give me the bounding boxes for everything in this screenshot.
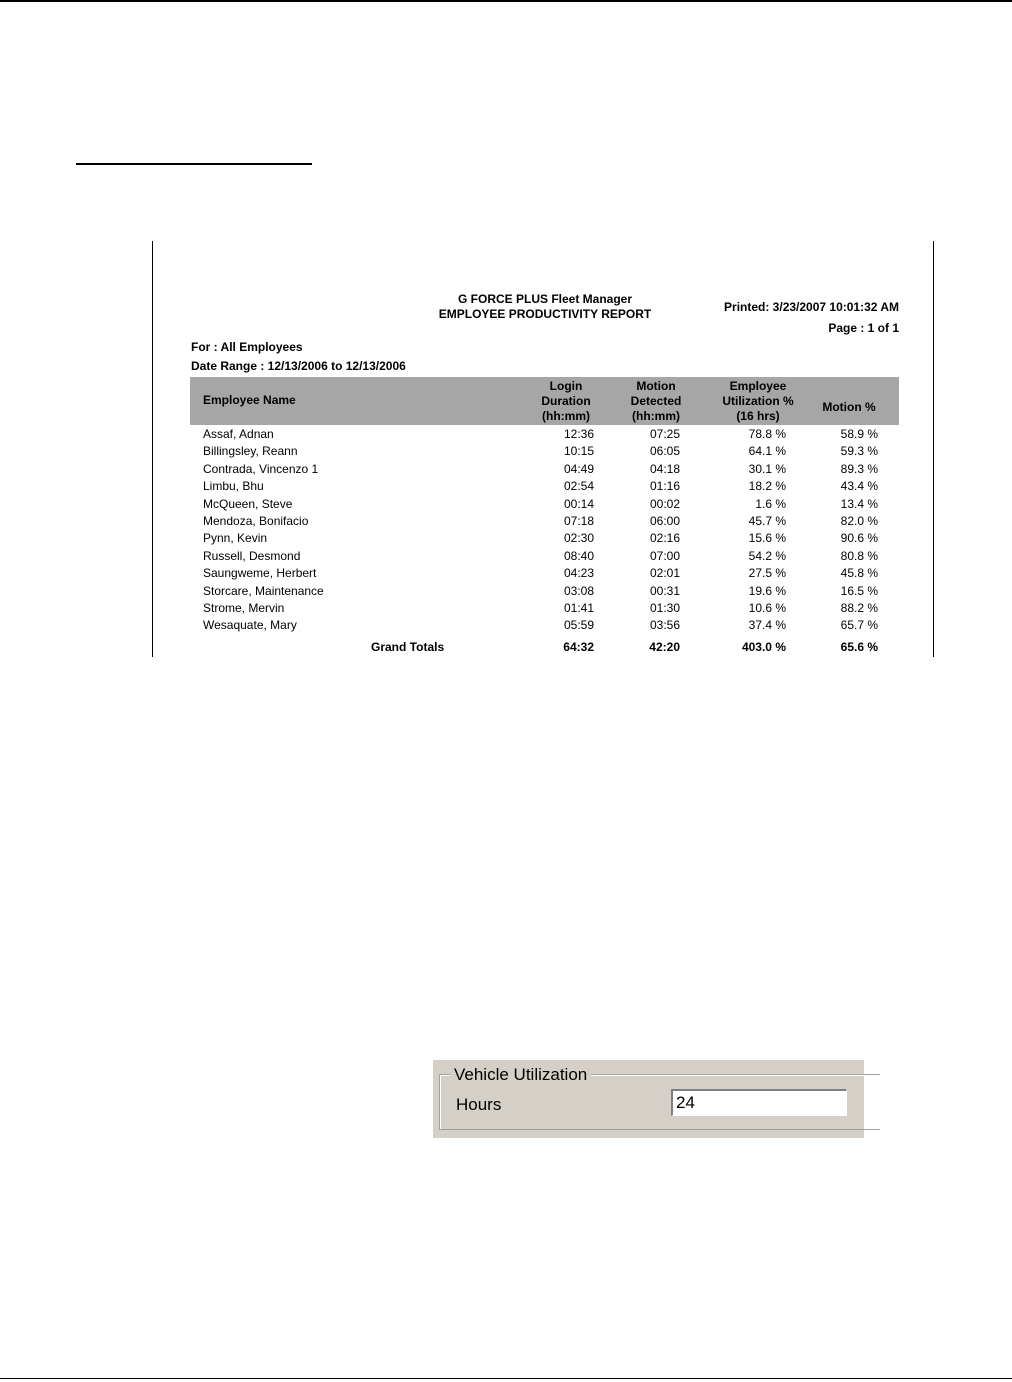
cell-login-duration: 04:49 (563, 461, 594, 476)
cell-motion-percent: 45.8 % (840, 566, 878, 581)
cell-utilization: 45.7 % (748, 513, 786, 528)
heading-underline (76, 163, 312, 165)
cell-motion-percent: 88.2 % (840, 600, 878, 615)
cell-login-duration: 07:18 (563, 513, 594, 528)
header-login-duration (528, 379, 604, 424)
header-employee-utilization (708, 379, 808, 424)
vehicle-utilization-panel (433, 1060, 864, 1138)
report-frame-left (152, 241, 153, 657)
cell-motion-detected: 03:56 (649, 618, 680, 633)
table-row (190, 477, 899, 494)
table-row (190, 529, 899, 546)
report-frame-right (933, 241, 934, 657)
table-header (190, 377, 899, 425)
cell-employee-name: Contrada, Vincenzo 1 (203, 461, 319, 476)
totals-login: 64:32 (563, 640, 594, 654)
cell-employee-name: Storcare, Maintenance (203, 583, 324, 598)
table-row (190, 425, 899, 442)
table-row (190, 616, 899, 633)
vehicle-utilization-legend: Vehicle Utilization (450, 1065, 591, 1085)
totals-label: Grand Totals (371, 640, 445, 654)
report-title-line2: EMPLOYEE PRODUCTIVITY REPORT (438, 307, 652, 321)
cell-login-duration: 12:36 (563, 427, 594, 441)
cell-login-duration: 01:41 (563, 600, 594, 615)
cell-utilization: 30.1 % (748, 461, 786, 476)
report-title-line1: G FORCE PLUS Fleet Manager (457, 292, 633, 306)
cell-motion-detected: 04:18 (649, 461, 680, 476)
cell-login-duration: 05:59 (563, 618, 594, 633)
table-row (190, 512, 899, 529)
cell-motion-detected: 06:05 (649, 444, 680, 459)
cell-motion-detected: 07:25 (649, 427, 680, 441)
totals-motion: 42:20 (649, 640, 680, 654)
cell-employee-name: McQueen, Steve (203, 496, 293, 511)
cell-motion-percent: 90.6 % (840, 531, 878, 546)
header-login-line1: Login (549, 379, 583, 393)
cell-motion-percent: 58.9 % (840, 427, 878, 441)
cell-motion-detected: 01:30 (649, 600, 680, 615)
cell-motion-percent: 43.4 % (840, 479, 878, 494)
cell-login-duration: 00:14 (563, 496, 594, 511)
table-row (190, 460, 899, 477)
cell-utilization: 15.6 % (748, 531, 786, 546)
cell-employee-name: Limbu, Bhu (203, 479, 264, 494)
header-motion-line2: Detected (630, 394, 682, 408)
table-row (190, 442, 899, 459)
cell-login-duration: 02:30 (563, 531, 594, 546)
totals-utilization: 403.0 % (741, 640, 786, 654)
header-util-line1: Employee (729, 379, 787, 393)
cell-motion-detected: 00:02 (649, 496, 680, 511)
cell-employee-name: Pynn, Kevin (203, 531, 268, 546)
cell-login-duration: 10:15 (563, 444, 594, 459)
cell-login-duration: 04:23 (563, 566, 594, 581)
cell-motion-detected: 06:00 (649, 513, 680, 528)
header-employee-name: Employee Name (203, 393, 296, 407)
report-title (400, 292, 690, 322)
cell-motion-detected: 02:16 (649, 531, 680, 546)
cell-motion-percent: 65.7 % (840, 618, 878, 633)
cell-motion-percent: 13.4 % (840, 496, 878, 511)
cell-utilization: 27.5 % (748, 566, 786, 581)
cell-login-duration: 08:40 (563, 548, 594, 563)
header-util-line2: Utilization % (722, 394, 794, 408)
header-login-line2: Duration (541, 394, 591, 408)
cell-motion-detected: 07:00 (649, 548, 680, 563)
cell-utilization: 18.2 % (748, 479, 786, 494)
bottom-rule (0, 1378, 1012, 1379)
cell-employee-name: Russell, Desmond (203, 548, 301, 563)
cell-utilization: 19.6 % (748, 583, 786, 598)
header-motion-line3: (hh:mm) (632, 409, 680, 423)
printed-timestamp: Printed: 3/23/2007 10:01:32 AM (724, 300, 899, 314)
cell-utilization: 54.2 % (748, 548, 786, 563)
header-motion-line1: Motion (636, 379, 676, 393)
cell-employee-name: Strome, Mervin (203, 600, 285, 615)
cell-motion-percent: 89.3 % (840, 461, 878, 476)
table-row (190, 495, 899, 512)
cell-utilization: 1.6 % (755, 496, 786, 511)
cell-employee-name: Saungweme, Herbert (203, 566, 317, 581)
cell-utilization: 78.8 % (748, 427, 786, 441)
table-row (190, 582, 899, 599)
header-motion-detected (618, 379, 694, 424)
header-motion-percent: Motion % (822, 400, 876, 414)
cell-motion-detected: 02:01 (649, 566, 680, 581)
table-row (190, 564, 899, 581)
for-filter: For : All Employees (191, 340, 303, 354)
cell-employee-name: Wesaquate, Mary (203, 618, 297, 633)
table-row (190, 547, 899, 564)
top-rule (0, 0, 1012, 2)
header-login-line3: (hh:mm) (542, 409, 590, 423)
cell-utilization: 37.4 % (748, 618, 786, 633)
hours-input[interactable] (671, 1089, 847, 1116)
header-util-line3: (16 hrs) (736, 409, 780, 423)
cell-motion-percent: 16.5 % (840, 583, 878, 598)
cell-employee-name: Mendoza, Bonifacio (203, 513, 309, 528)
totals-motion-percent: 65.6 % (840, 640, 878, 654)
cell-motion-percent: 82.0 % (840, 513, 878, 528)
grand-totals-row (190, 639, 899, 657)
cell-motion-detected: 01:16 (649, 479, 680, 494)
hours-label: Hours (456, 1095, 502, 1114)
cell-utilization: 10.6 % (748, 600, 786, 615)
page-number: Page : 1 of 1 (828, 321, 899, 335)
cell-motion-detected: 00:31 (649, 583, 680, 598)
cell-login-duration: 02:54 (563, 479, 594, 494)
cell-motion-percent: 80.8 % (840, 548, 878, 563)
cell-login-duration: 03:08 (563, 583, 594, 598)
cell-motion-percent: 59.3 % (840, 444, 878, 459)
cell-employee-name: Billingsley, Reann (203, 444, 298, 459)
cell-employee-name: Assaf, Adnan (203, 427, 274, 441)
table-body (190, 425, 899, 634)
table-row (190, 599, 899, 616)
date-range: Date Range : 12/13/2006 to 12/13/2006 (191, 359, 406, 373)
cell-utilization: 64.1 % (748, 444, 786, 459)
